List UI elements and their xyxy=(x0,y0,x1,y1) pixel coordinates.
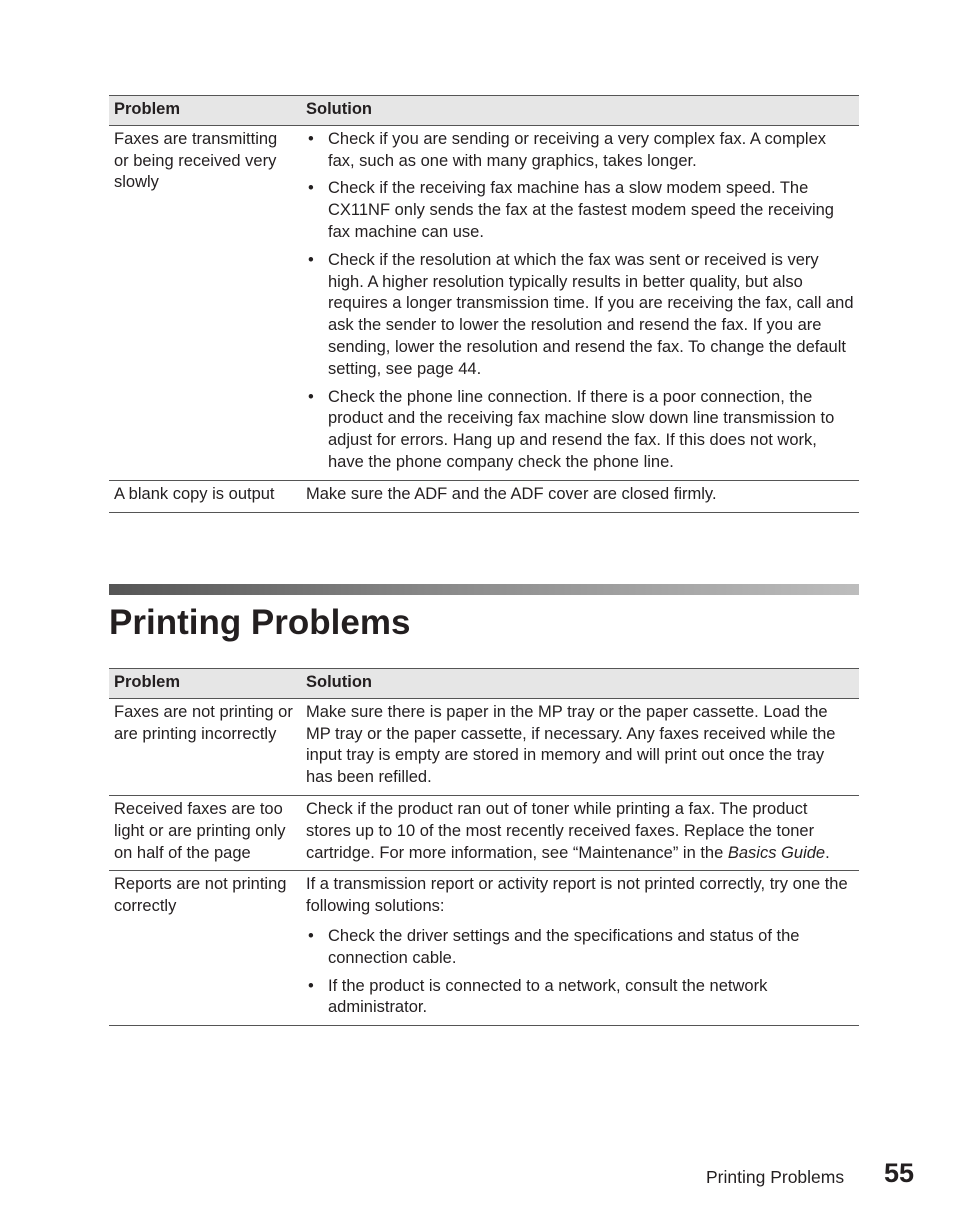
problem-column-header: Problem xyxy=(109,669,301,699)
table-header-row xyxy=(109,96,859,126)
solution-bullet: • If the product is connected to a network, consult the network administrator. xyxy=(306,976,854,1020)
solution-cell xyxy=(301,125,859,480)
problem-cell: Received faxes are too light or are printing only on half of the page xyxy=(109,795,301,870)
page-number: 55 xyxy=(884,1158,915,1188)
problem-cell: Faxes are not printing or are printing incorrectly xyxy=(109,698,301,795)
fax-problems-table xyxy=(109,95,859,513)
table-header-row xyxy=(109,669,859,699)
guide-title: Basics Guide xyxy=(727,843,826,862)
problem-cell: Reports are not printing correctly xyxy=(109,871,301,1026)
solution-bullet-list xyxy=(306,926,854,1019)
solution-cell xyxy=(301,795,859,870)
table-row xyxy=(109,125,859,480)
solution-text: Check if the product ran out of toner while printing a fax. The product stores up to 10 of the most recently received faxes. Replace the toner cartridge. For more information, see “Maintenance” in the xyxy=(306,799,815,862)
solution-column-header: Solution xyxy=(301,96,859,126)
solution-bullet-list xyxy=(306,129,854,474)
solution-cell: Make sure the ADF and the ADF cover are closed firmly. xyxy=(301,480,859,512)
footer-section-label: Printing Problems xyxy=(706,1167,845,1187)
solution-cell xyxy=(301,871,859,1026)
solution-bullet: • Check the driver settings and the specifications and status of the connection cable. xyxy=(306,926,854,970)
solution-bullet: • Check if the receiving fax machine has a slow modem speed. The CX11NF only sends the fax at the fastest modem speed the receiving fax machine can use. xyxy=(306,178,854,243)
solution-bullet: • Check if the resolution at which the fax was sent or received is very high. A higher resolution typically results in better quality, but also requires a longer transmission time. If you are receiving the fax, call and ask the sender to lower the resolution and resend the fax. If you are sending, lower the resolution and resend the fax. To change the default setting, see page 44. xyxy=(306,250,854,381)
problem-cell: A blank copy is output xyxy=(109,480,301,512)
solution-intro: If a transmission report or activity report is not printed correctly, try one the following solutions: xyxy=(306,875,848,916)
section-divider-bar xyxy=(109,584,859,595)
printing-problems-table xyxy=(109,668,859,1026)
problem-cell: Faxes are transmitting or being received very slowly xyxy=(109,125,301,480)
problem-column-header: Problem xyxy=(109,96,301,126)
solution-column-header: Solution xyxy=(301,669,859,699)
solution-cell: Make sure there is paper in the MP tray or the paper cassette. Load the MP tray or the paper cassette, if necessary. Any faxes received while the input tray is empty are stored in memory and will print out once the tray has been refilled. xyxy=(301,698,859,795)
section-title: Printing Problems xyxy=(109,603,411,642)
solution-bullet: • Check the phone line connection. If there is a poor connection, the product and the receiving fax machine slow down line transmission to adjust for errors. Hang up and resend the fax. If this does not work, have the phone company check the phone line. xyxy=(306,387,854,474)
table-row xyxy=(109,795,859,870)
solution-end: . xyxy=(825,843,830,862)
solution-bullet: • Check if you are sending or receiving a very complex fax. A complex fax, such as one with many graphics, takes longer. xyxy=(306,129,854,173)
table-row xyxy=(109,480,859,512)
table-row xyxy=(109,871,859,1026)
table-row xyxy=(109,698,859,795)
